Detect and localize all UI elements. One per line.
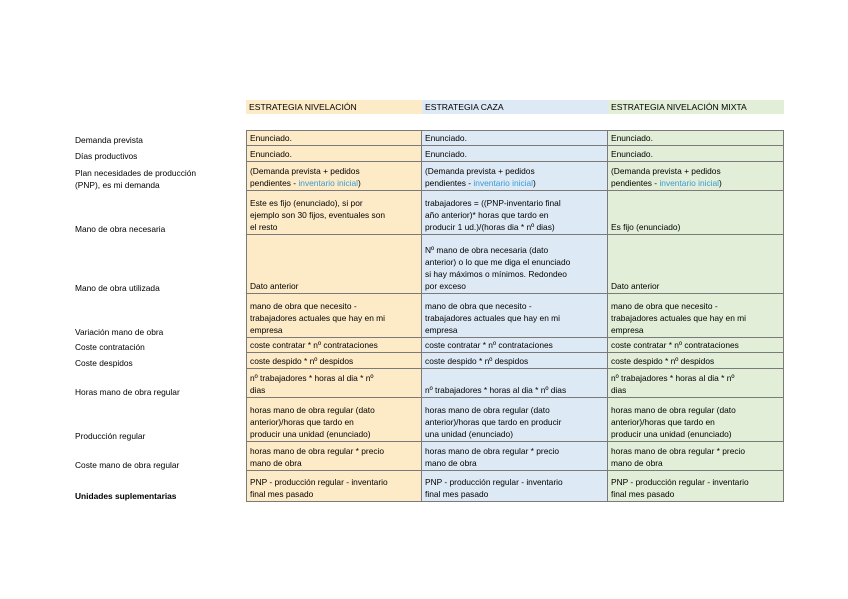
row-label-line: Coste despidos [75, 358, 133, 368]
cell-text-line: (Demanda prevista + pedidos [425, 166, 535, 176]
inventario-inicial-highlight: inventario inicial [659, 178, 720, 188]
cell-text-pre: pendientes - [250, 178, 299, 188]
cell-text-line: por exceso [425, 281, 466, 291]
table-cell [246, 471, 422, 502]
table-cell [422, 162, 608, 191]
row-label [75, 162, 245, 191]
row-label-line: Demanda prevista [75, 135, 143, 145]
cell-text-line [250, 177, 418, 189]
row-label-line: Coste contratación [75, 342, 145, 352]
cell-text-line: anterior)/horas que tardo en producir [425, 417, 562, 427]
cell-text-line: una unidad (enunciado) [425, 429, 514, 439]
table-cell [608, 235, 784, 294]
cell-text-line: el resto [250, 222, 278, 232]
cell-text-line: coste despido * nº despidos [611, 356, 715, 366]
row-label [75, 235, 245, 294]
cell-text-line: Este es fijo (enunciado), si por [250, 198, 363, 208]
cell-text-line: final mes pasado [250, 489, 314, 499]
table-cell [608, 369, 784, 398]
row-label-line: (PNP), es mi demanda [75, 180, 160, 190]
cell-text-line: anterior)/horas que tardo en [250, 417, 354, 427]
table-cell [608, 338, 784, 353]
row-label [75, 130, 245, 146]
cell-text-line: dias [250, 385, 266, 395]
cell-text-line: horas mano de obra regular (dato [611, 405, 736, 415]
cell-text-line: coste contratar * nº contrataciones [250, 340, 378, 350]
row-label-line: Horas mano de obra regular [75, 387, 180, 397]
cell-text-post: ) [533, 178, 536, 188]
row-label-line: Plan necesidades de producción [75, 168, 197, 178]
table-cell [246, 369, 422, 398]
cell-text-line: empresa [611, 325, 644, 335]
cell-text-line: Es fijo (enunciado) [611, 222, 681, 232]
cell-text-pre: pendientes - [611, 178, 660, 188]
cell-text-line: Dato anterior [611, 281, 660, 291]
cell-text-line: año anterior)* horas que tardo en [425, 210, 549, 220]
row-label [75, 146, 245, 162]
table-cell [608, 294, 784, 338]
cell-text-line: empresa [425, 325, 458, 335]
cell-text-line: Enunciado. [250, 149, 292, 159]
cell-text-line: Enunciado. [611, 149, 653, 159]
table-cell [608, 353, 784, 369]
row-label-line: Mano de obra necesaria [75, 224, 166, 234]
table-cell [608, 442, 784, 471]
table-cell [422, 471, 608, 502]
cell-text-line: nº trabajadores * horas al dia * nº dias [425, 385, 567, 395]
header-nivelacion-mixta: ESTRATEGIA NIVELACIÓN MIXTA [608, 100, 784, 114]
table-cell [246, 442, 422, 471]
table-cell [422, 130, 608, 146]
cell-text-line: mano de obra que necesito - [425, 301, 532, 311]
table-cell [246, 191, 422, 235]
cell-text-line: final mes pasado [425, 489, 489, 499]
table-cell [422, 353, 608, 369]
cell-text-line [611, 177, 780, 189]
cell-text-line: Dato anterior [250, 281, 299, 291]
cell-text-pre: pendientes - [425, 178, 474, 188]
table-cell [422, 338, 608, 353]
cell-text-line: empresa [250, 325, 283, 335]
row-label [75, 471, 245, 502]
cell-text-line: horas mano de obra regular (dato [250, 405, 375, 415]
cell-text-line: horas mano de obra regular * precio [250, 446, 385, 456]
cell-text-line: dias [611, 385, 627, 395]
table-cell [608, 146, 784, 162]
cell-text-line: Enunciado. [425, 133, 467, 143]
cell-text-line: si hay máximos o mínimos. Redondeo [425, 269, 567, 279]
table-cell [422, 442, 608, 471]
cell-text-line: trabajadores actuales que hay en mi [611, 313, 747, 323]
cell-text-line: mano de obra que necesito - [250, 301, 357, 311]
table-cell [246, 398, 422, 442]
row-label-line: Coste mano de obra regular [75, 460, 180, 470]
table-cell [608, 398, 784, 442]
table-cell [422, 398, 608, 442]
table-cell [422, 191, 608, 235]
row-label [75, 294, 245, 338]
table-cell [608, 130, 784, 146]
cell-text-line: mano de obra que necesito - [611, 301, 718, 311]
header-nivelacion: ESTRATEGIA NIVELACIÓN [246, 100, 422, 114]
cell-text-line: producir una unidad (enunciado) [250, 429, 371, 439]
cell-text-line: nº trabajadores * horas al dia * nº [611, 373, 735, 383]
cell-text-line: PNP - producción regular - inventario [611, 477, 749, 487]
inventario-inicial-highlight: inventario inicial [298, 178, 359, 188]
table-cell [246, 294, 422, 338]
table-cell [246, 353, 422, 369]
table-cell [422, 294, 608, 338]
cell-text-line: final mes pasado [611, 489, 675, 499]
cell-text-line: coste despido * nº despidos [250, 356, 354, 366]
table-cell [422, 146, 608, 162]
cell-text-line: (Demanda prevista + pedidos [250, 166, 360, 176]
cell-text-post: ) [719, 178, 722, 188]
cell-text-line: trabajadores = ((PNP-inventario final [425, 198, 561, 208]
cell-text-line: nº trabajadores * horas al dia * nº [250, 373, 374, 383]
cell-text-line: horas mano de obra regular (dato [425, 405, 550, 415]
header-caza: ESTRATEGIA CAZA [422, 100, 608, 114]
row-label [75, 338, 245, 353]
row-label [75, 191, 245, 235]
table-cell [246, 338, 422, 353]
cell-text-line: (Demanda prevista + pedidos [611, 166, 721, 176]
table-cell [422, 235, 608, 294]
cell-text-line: PNP - producción regular - inventario [425, 477, 563, 487]
cell-text-line: Enunciado. [250, 133, 292, 143]
cell-text-line: Enunciado. [425, 149, 467, 159]
cell-text-line: producir una unidad (enunciado) [611, 429, 732, 439]
row-label [75, 442, 245, 471]
inventario-inicial-highlight: inventario inicial [473, 178, 534, 188]
cell-text-post: ) [358, 178, 361, 188]
row-label-line: Días productivos [75, 151, 138, 161]
table-cell [246, 130, 422, 146]
cell-text-line: trabajadores actuales que hay en mi [425, 313, 561, 323]
row-label [75, 398, 245, 442]
cell-text-line: coste contratar * nº contrataciones [611, 340, 739, 350]
row-label [75, 353, 245, 369]
cell-text-line: horas mano de obra regular * precio [611, 446, 746, 456]
table-cell [246, 146, 422, 162]
table-cell [608, 162, 784, 191]
cell-text-line: PNP - producción regular - inventario [250, 477, 388, 487]
cell-text-line: Nº mano de obra necesaria (dato [425, 245, 549, 255]
cell-text-line: horas mano de obra regular * precio [425, 446, 560, 456]
row-label-line: Producción regular [75, 431, 146, 441]
cell-text-line: producir 1 ud.)/(horas dia * nº dias) [425, 222, 555, 232]
cell-text-line: trabajadores actuales que hay en mi [250, 313, 386, 323]
table-cell [608, 471, 784, 502]
cell-text-line [425, 177, 604, 189]
cell-text-line: mano de obra [611, 458, 663, 468]
row-label [75, 369, 245, 398]
cell-text-line: mano de obra [250, 458, 302, 468]
cell-text-line: Enunciado. [611, 133, 653, 143]
cell-text-line: coste contratar * nº contrataciones [425, 340, 553, 350]
row-label-line: Unidades suplementarias [75, 491, 177, 501]
cell-text-line: anterior)/horas que tardo en [611, 417, 715, 427]
cell-text-line: mano de obra [425, 458, 477, 468]
table-cell [246, 162, 422, 191]
row-label-line: Variación mano de obra [75, 327, 164, 337]
row-label-line: Mano de obra utilizada [75, 283, 160, 293]
cell-text-line: anterior) o lo que me diga el enunciado [425, 257, 571, 267]
table-cell [422, 369, 608, 398]
cell-text-line: coste despido * nº despidos [425, 356, 529, 366]
table-cell [608, 191, 784, 235]
table-cell [246, 235, 422, 294]
cell-text-line: ejemplo son 30 fijos, eventuales son [250, 210, 386, 220]
